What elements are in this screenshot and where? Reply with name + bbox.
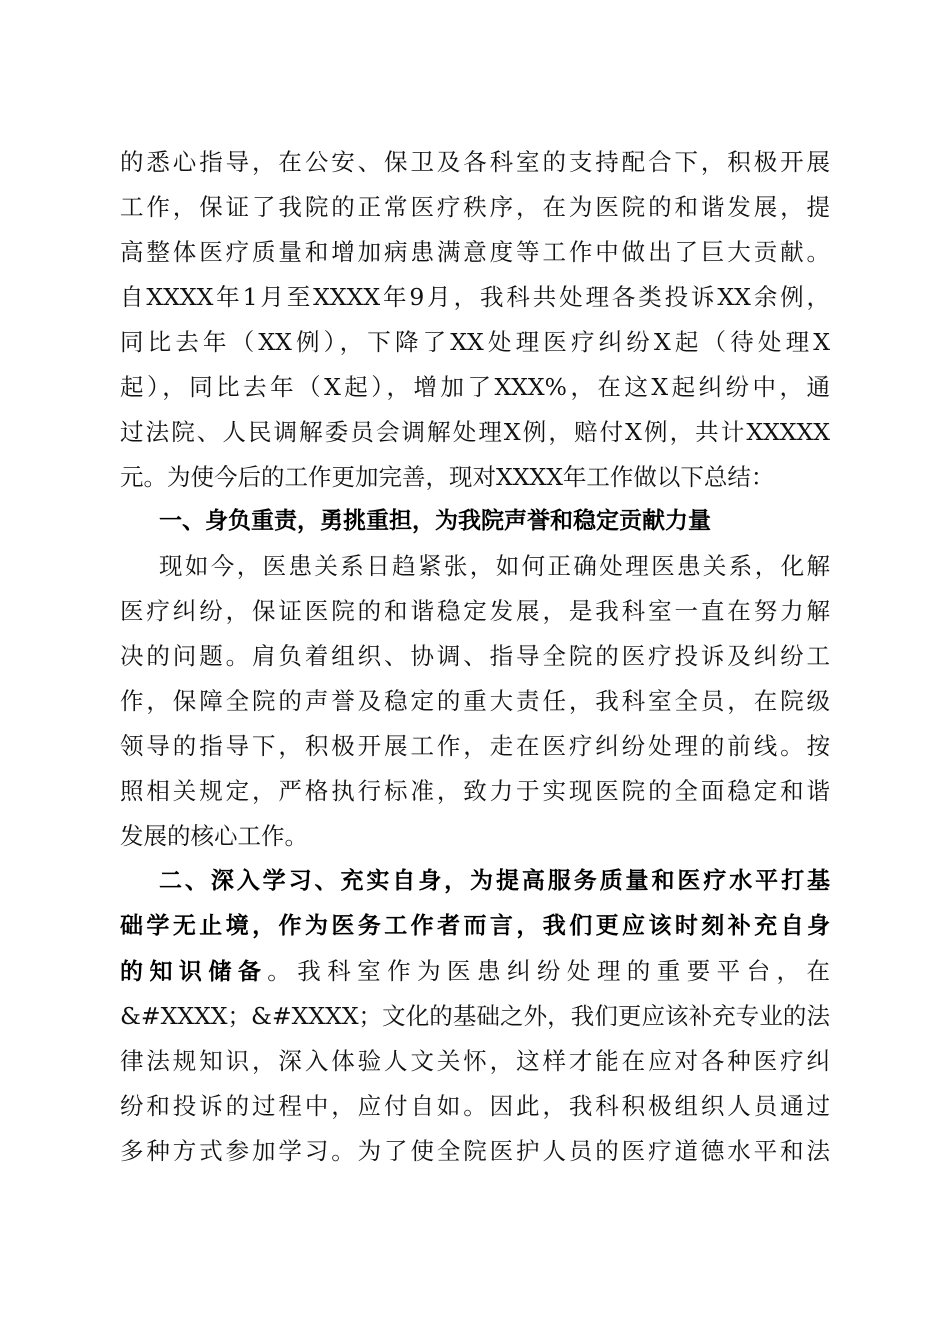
paragraph-line: 高整体医疗质量和增加病患满意度等工作中做出了巨大贡献。 — [120, 238, 830, 266]
section-2-mixed-line — [120, 956, 830, 986]
section-2-heading-end: 的知识储备 — [120, 959, 268, 985]
paragraph-line: 医疗纠纷，保证医院的和谐稳定发展，是我科室一直在努力解 — [120, 597, 830, 625]
paragraph-line: 纷和投诉的过程中，应付自如。因此，我科积极组织人员通过 — [120, 1092, 830, 1120]
paragraph-line: 律法规知识，深入体验人文关怀，这样才能在应对各种医疗纠 — [120, 1047, 830, 1075]
paragraph-line: 过法院、人民调解委员会调解处理X例，赔付X例，共计XXXXX — [120, 418, 830, 446]
paragraph-line: 现如今，医患关系日趋紧张，如何正确处理医患关系，化解 — [159, 552, 830, 580]
section-2-heading-line: 二、深入学习、充实自身，为提高服务质量和医疗水平打基 — [159, 868, 830, 894]
section-1-heading: 一、身负重责，勇挑重担，为我院声誉和稳定贡献力量 — [159, 508, 711, 534]
paragraph-line: 照相关规定，严格执行标准，致力于实现医院的全面稳定和谐 — [120, 777, 830, 805]
paragraph-line: 的悉心指导，在公安、保卫及各科室的支持配合下，积极开展 — [120, 148, 830, 176]
paragraph-line: &#XXXX；&#XXXX；文化的基础之外，我们更应该补充专业的法 — [120, 1002, 830, 1030]
section-2-heading-line: 础学无止境，作为医务工作者而言，我们更应该时刻补充自身 — [120, 913, 830, 939]
paragraph-line: 工作，保证了我院的正常医疗秩序，在为医院的和谐发展，提 — [120, 193, 830, 221]
paragraph-line: 元。为使今后的工作更加完善，现对XXXX年工作做以下总结： — [120, 463, 775, 491]
paragraph-line: 作，保障全院的声誉及稳定的重大责任，我科室全员，在院级 — [120, 687, 830, 715]
paragraph-line: 同比去年（XX例），下降了XX处理医疗纠纷X起（待处理X — [120, 328, 830, 356]
paragraph-line: 多种方式参加学习。为了使全院医护人员的医疗道德水平和法 — [120, 1137, 830, 1165]
paragraph-line: 发展的核心工作。 — [120, 822, 308, 850]
paragraph-line: 自XXXX年1月至XXXX年9月，我科共处理各类投诉XX余例， — [120, 283, 830, 311]
paragraph-line: 决的问题。肩负着组织、协调、指导全院的医疗投诉及纠纷工 — [120, 642, 830, 670]
paragraph-line: 起），同比去年（X起），增加了XXX%，在这X起纠纷中，通 — [120, 373, 830, 401]
paragraph-text: 。我科室作为医患纠纷处理的重要平台，在 — [267, 957, 831, 985]
paragraph-line: 领导的指导下，积极开展工作，走在医疗纠纷处理的前线。按 — [120, 732, 830, 760]
